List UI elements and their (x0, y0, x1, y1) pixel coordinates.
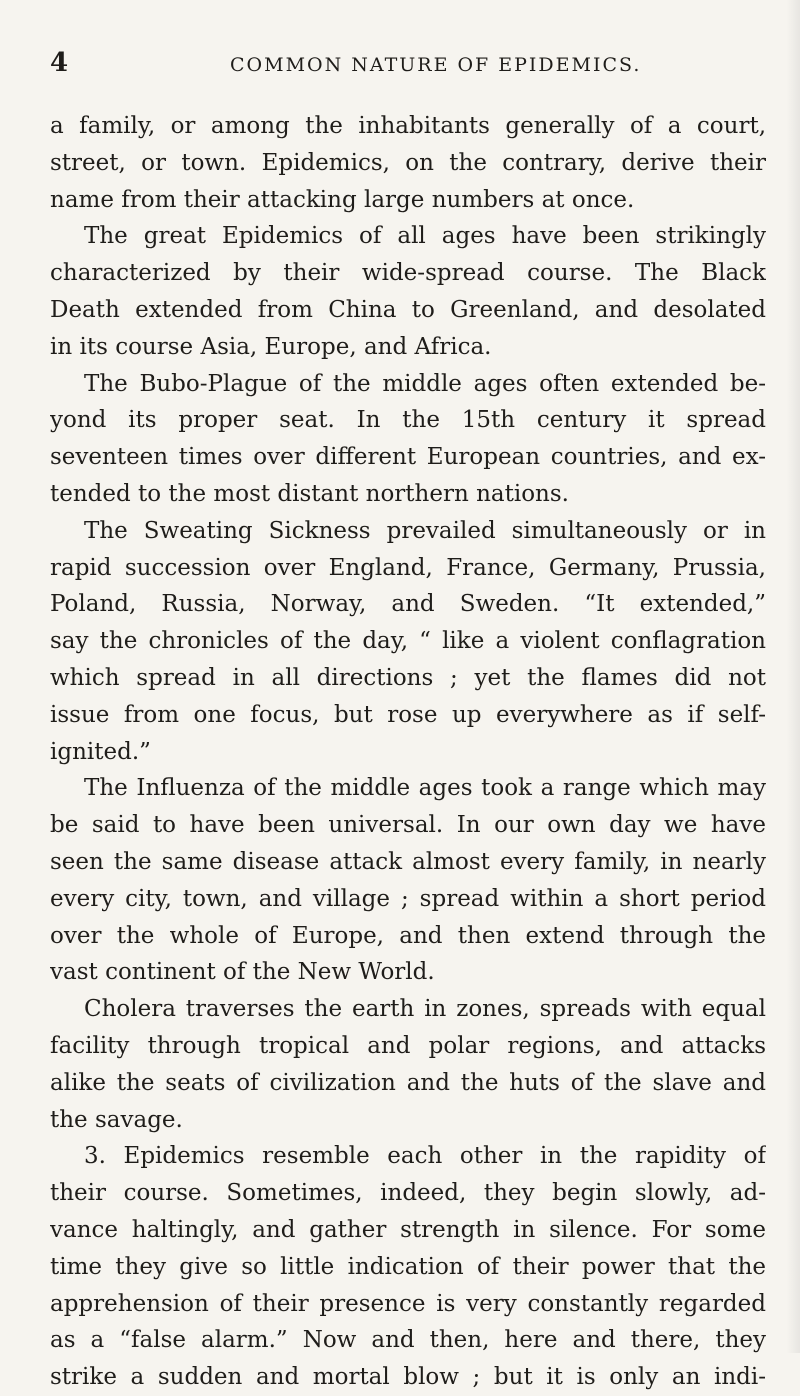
text-line: as a “false alarm.” Now and then, here and there, they (50, 1327, 766, 1354)
text-line: seen the same disease attack almost every family, in nearly (50, 848, 766, 875)
text-line: apprehension of their presence is very constantly regarded (50, 1290, 766, 1317)
text-line: Death extended from China to Greenland, and desolated (50, 296, 766, 323)
text-line: The Bubo-Plague of the middle ages often extended be- (84, 370, 766, 397)
text-line: over the whole of Europe, and then extend through the (50, 922, 766, 949)
text-line: The Sweating Sickness prevailed simultaneously or in (84, 517, 766, 544)
text-line: in its course Asia, Europe, and Africa. (50, 333, 492, 360)
text-line: street, or town. Epidemics, on the contrary, derive their (50, 149, 766, 176)
text-line: 3. Epidemics resemble each other in the rapidity of (84, 1143, 766, 1170)
page-number: 4 (50, 48, 69, 78)
text-line: The great Epidemics of all ages have been strikingly (84, 223, 766, 250)
text-line: name from their attacking large numbers at once. (50, 186, 635, 213)
text-line: vast continent of the New World. (50, 959, 435, 986)
running-head (50, 46, 750, 80)
text-line: facility through tropical and polar regions, and attacks (50, 1032, 766, 1059)
text-line: tended to the most distant northern nations. (50, 480, 569, 507)
page-edge-shadow (786, 0, 800, 1353)
text-line: yond its proper seat. In the 15th century it spread (50, 407, 766, 434)
text-line: issue from one focus, but rose up everywhere as if self- (50, 701, 766, 728)
text-line: The Influenza of the middle ages took a range which may (84, 775, 766, 802)
text-line: Cholera traverses the earth in zones, spreads with equal (84, 996, 766, 1023)
text-line: be said to have been universal. In our own day we have (50, 812, 766, 839)
text-line: say the chronicles of the day, “ like a violent conflagration (50, 628, 766, 655)
text-line: time they give so little indication of their power that the (50, 1253, 766, 1280)
text-line: strike a sudden and mortal blow ; but it is only an indi- (50, 1364, 766, 1391)
text-line: their course. Sometimes, indeed, they begin slowly, ad- (50, 1180, 766, 1207)
text-line: the savage. (50, 1106, 183, 1133)
text-line: ignited.” (50, 738, 151, 765)
text-line: rapid succession over England, France, Germany, Prussia, (50, 554, 766, 581)
text-line: every city, town, and village ; spread within a short period (50, 885, 766, 912)
text-line: which spread in all directions ; yet the flames did not (50, 664, 766, 691)
text-line: seventeen times over different European countries, and ex- (50, 444, 766, 471)
text-line: characterized by their wide-spread course. The Black (50, 260, 766, 287)
text-line: alike the seats of civilization and the huts of the slave and (50, 1069, 766, 1096)
text-line: Poland, Russia, Norway, and Sweden. “It extended,” (50, 591, 766, 618)
text-line: vance haltingly, and gather strength in silence. For some (50, 1216, 766, 1243)
text-line: a family, or among the inhabitants generally of a court, (50, 113, 766, 139)
body-text (50, 108, 766, 1396)
running-title: COMMON NATURE OF EPIDEMICS. (230, 54, 642, 76)
